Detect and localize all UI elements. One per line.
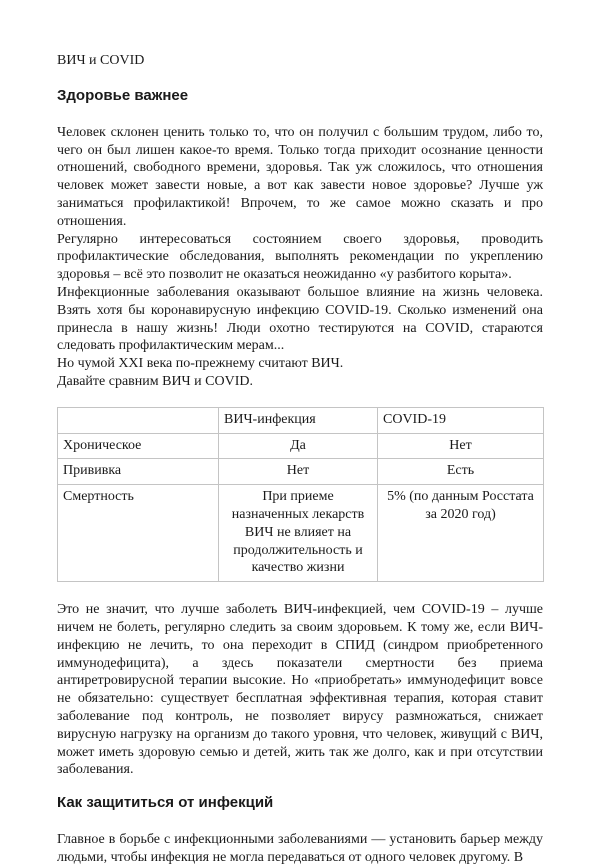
paragraph: Человек склонен ценить только то, что он получил с большим трудом, либо то, чего он был лишен какое-то время. Только тогда приходит осознание ценности отношений, свободного времени, здоровья. Так уж сложилось, что отношения человек может завести новые, а вот как завести новое здоровье? Лучше уж заниматься профилактикой! Впрочем, то же самое можно сказать и про отношения.: [57, 124, 543, 229]
paragraph: Но чумой XXI века по-прежнему считают ВИЧ.: [57, 356, 344, 372]
paragraph: Инфекционные заболевания оказывают большое влияние на жизнь человека. Взять хотя бы коронавирусную инфекцию COVID-19. Сколько изменений она принесла в нашу жизнь! Люди охотно тестируются на COVID, стараются следовать профилактическим мерам...: [57, 284, 543, 354]
comparison-table: [57, 407, 544, 582]
section-heading-health: Здоровье важнее: [57, 86, 189, 104]
table-header-cell: [58, 407, 219, 433]
table-row: [58, 433, 544, 459]
paragraph: Главное в борьбе с инфекционными заболеваниями — установить барьер между людьми, чтобы инфекция не могла передаваться от одного человек другому. В: [57, 832, 543, 865]
table-cell: Хроническое: [58, 433, 219, 459]
table-header-cell: COVID-19: [378, 407, 544, 433]
section-protection-body: [57, 831, 543, 867]
table-cell: Нет: [378, 433, 544, 459]
section-heading-protection: Как защититься от инфекций: [57, 794, 274, 812]
document-page: [57, 52, 543, 867]
table-cell: Прививка: [58, 459, 219, 485]
table-cell: 5% (по данным Росстата за 2020 год): [378, 485, 544, 582]
table-row: [58, 485, 544, 582]
table-cell: Смертность: [58, 485, 219, 582]
table-cell: Есть: [378, 459, 544, 485]
table-cell: При приеме назначенных лекарств ВИЧ не влияет на продолжительность и качество жизни: [219, 485, 378, 582]
table-cell: Нет: [219, 459, 378, 485]
section-health-body: [57, 124, 543, 391]
table-row: [58, 459, 544, 485]
paragraph: Регулярно интересоваться состоянием своего здоровья, проводить профилактические обследования, выполнять рекомендации по укреплению здоровья – всё это позволит не оказаться неожиданно «у разбитого корыта».: [57, 231, 543, 283]
after-table-body: [57, 601, 543, 779]
table-header-cell: ВИЧ-инфекция: [219, 407, 378, 433]
table-header-row: [58, 407, 544, 433]
table-cell: Да: [219, 433, 378, 459]
document-title: ВИЧ и COVID: [57, 53, 145, 68]
paragraph: Это не значит, что лучше заболеть ВИЧ-инфекцией, чем COVID-19 – лучше ничем не болеть, регулярно следить за своим здоровьем. К тому же, если ВИЧ-инфекцию не лечить, то она переходит в СПИД (синдром приобретенного иммунодефицита), а здесь показатели смертности без приема антиретровирусной терапии высокие. Но «приобретать» иммунодефицит вовсе не обязательно: существует бесплатная эффективная терапия, которая ставит заболевание под контроль, не позволяет вирусу размножаться, снижает вирусную нагрузку на организм до такого уровня, что человек, живущий с ВИЧ, может иметь здоровую семью и детей, жить так же долго, как и при отсутствии заболевания.: [57, 602, 543, 778]
paragraph: Давайте сравним ВИЧ и COVID.: [57, 373, 253, 389]
